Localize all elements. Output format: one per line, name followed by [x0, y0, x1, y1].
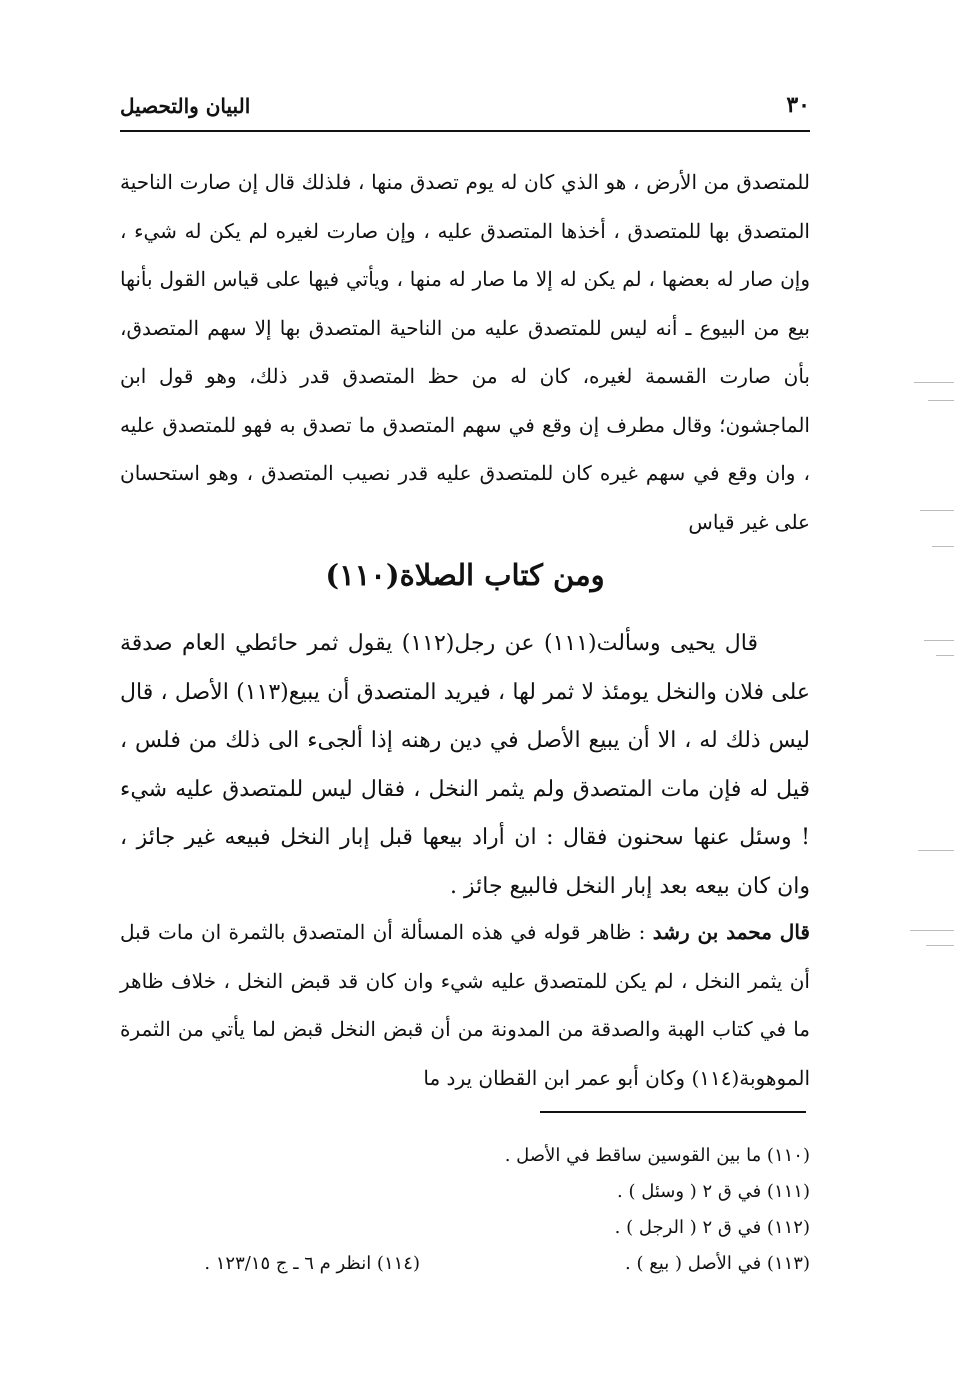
header-title: البيان والتحصيل: [120, 94, 251, 118]
section-heading: ومن كتاب الصلاة(١١٠): [325, 558, 605, 592]
footnote-111: (١١١) في ق ٢ ( وسئل ) .: [617, 1181, 810, 1202]
footnote-separator: [540, 1111, 806, 1113]
paragraph-3: [120, 908, 810, 1102]
paragraph-1: للمتصدق من الأرض ، هو الذي كان له يوم تصدق منها ، فلذلك قال إن صارت الناحية المتصدق بها للمتصدق ، أخذها المتصدق عليه ، وإن صارت لغيره لم يكن له شيء ، وإن صار له بعضها ، لم يكن له إلا ما صار له منها ، ويأتي فيها على قياس القول بأنها بيع من البيوع ـ أنه ليس للمتصدق عليه من الناحية المتصدق بها إلا سهم المتصدق، بأن صارت القسمة لغيره، كان له من حظ المتصدق قدر ذلك، وهو قول ابن الماجشون؛ وقال مطرف إن وقع في سهم المتصدق ما تصدق به فهو للمتصدق عليه ، وان وقع في سهم غيره كان للمتصدق عليه قدر نصيب المتصدق ، وهو استحسان على غير قياس: [120, 170, 810, 534]
paragraph-2: قال يحيى وسألت(١١١) عن رجل(١١٢) يقول ثمر حائطي العام صدقة على فلان والنخل يومئذ لا ثمر لها ، فيريد المتصدق أن يبيع(١١٣) الأصل ، قال ليس ذلك له ، الا أن يبيع الأصل في دين رهنه إذا ألجىء الى ذلك من فلس ، قيل له فإن مات المتصدق ولم يثمر النخل ، فقال ليس للمتصدق عليه شيء ! وسئل عنها سحنون فقال : ان أراد بيعها قبل إبار النخل فبيعه غير جائز ، وان كان بيعه بعد إبار النخل فالبيع جائز .: [120, 631, 811, 899]
footnote-110: (١١٠) ما بين القوسين ساقط في الأصل .: [504, 1145, 810, 1166]
scan-artifacts: [896, 370, 966, 970]
speaker-name: قال محمد بن رشد: [652, 920, 810, 944]
footnote-113: (١١٣) في الأصل ( بيع ) .: [625, 1253, 810, 1274]
footnotes: [120, 1138, 810, 1298]
page-number: ٣٠: [786, 92, 810, 118]
paragraph-3-text: : ظاهر قوله في هذه المسألة أن المتصدق بالثمرة ان مات قبل أن يثمر النخل ، لم يكن للمتصدق عليه شيء وان كان قد قبض النخل ، خلاف ظاهر ما في كتاب الهبة والصدقة من المدونة من أن قبض النخل قبض لما يأتي من الثمرة الموهوبة(١١٤) وكان أبو عمر ابن القطان يرد ما: [120, 920, 810, 1090]
footnote-112: (١١٢) في ق ٢ ( الرجل ) .: [614, 1217, 810, 1238]
footnote-114: (١١٤) انظر م ٦ ـ ج ١٢٣/١٥ .: [204, 1253, 420, 1274]
running-header: [120, 90, 810, 132]
footnotes-right-column: [430, 1138, 810, 1282]
